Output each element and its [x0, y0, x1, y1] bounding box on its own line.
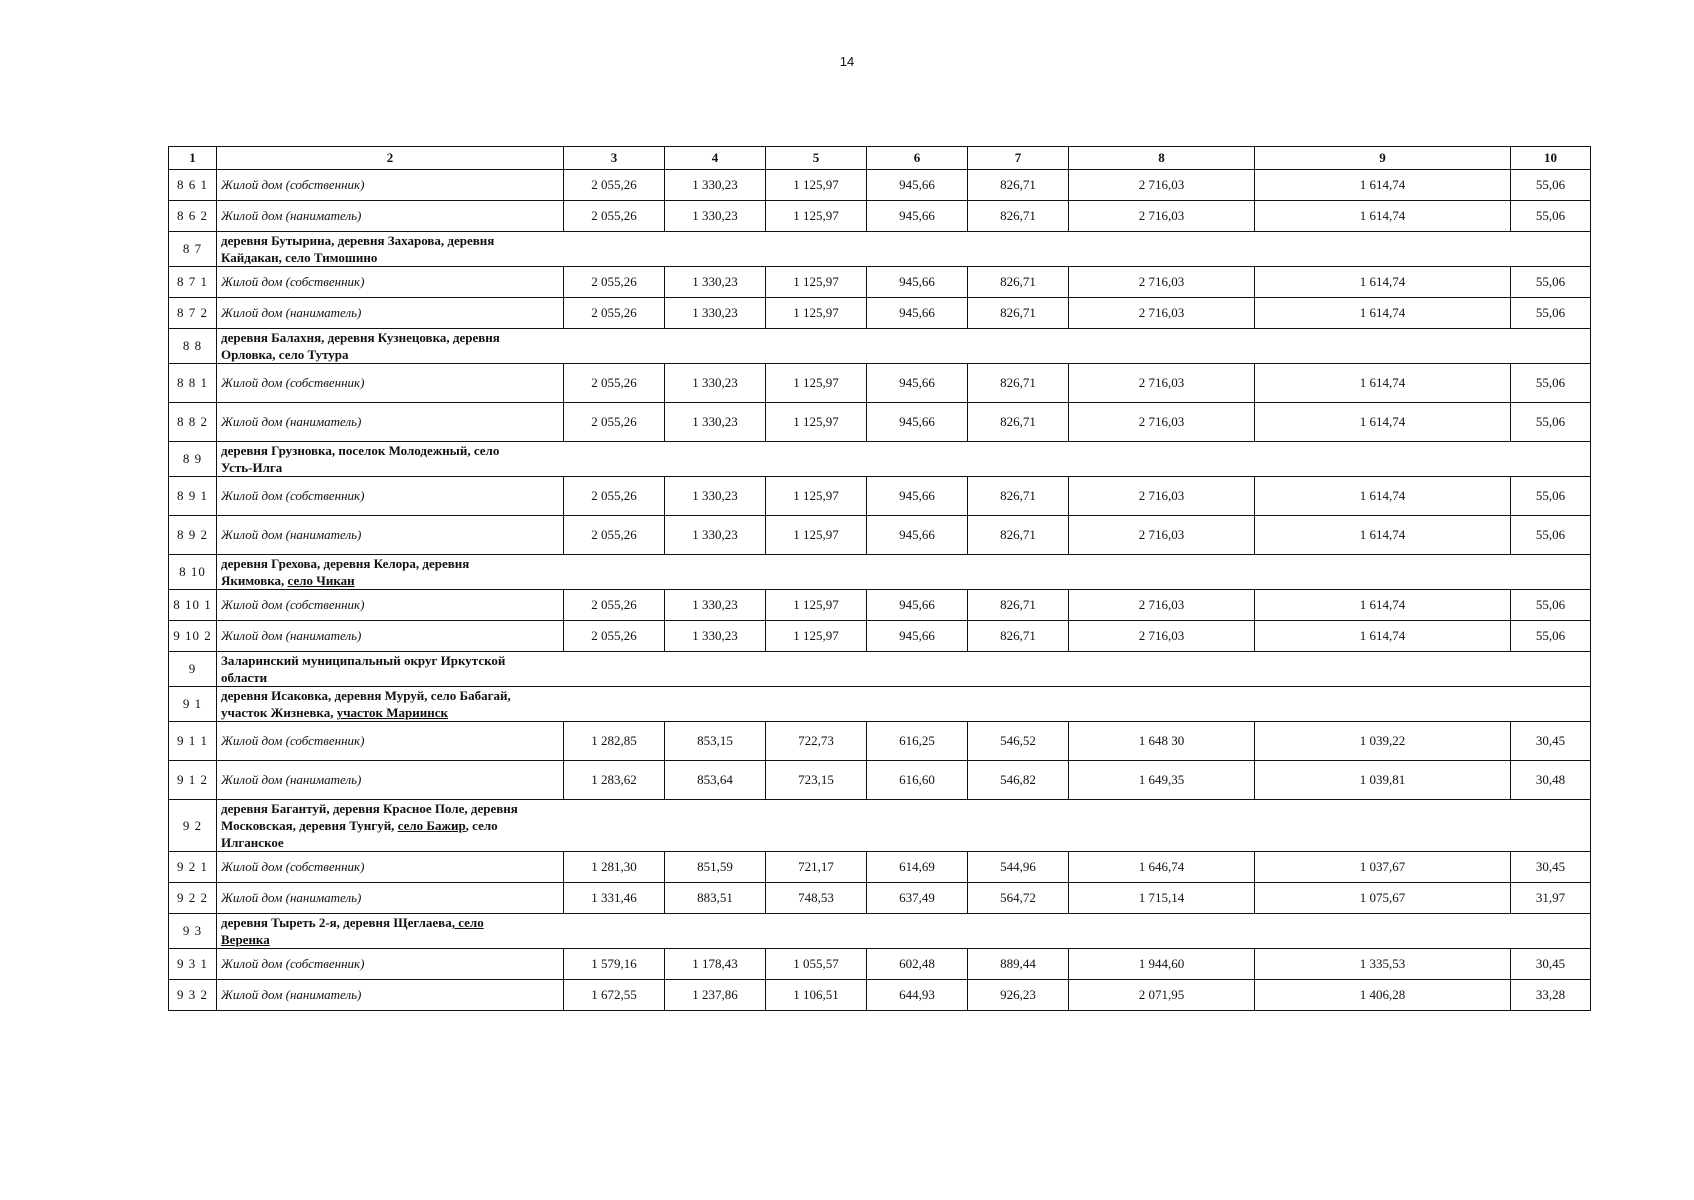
row-value: 2 716,03	[1069, 298, 1255, 329]
row-value: 2 716,03	[1069, 201, 1255, 232]
row-value: 30,45	[1511, 852, 1591, 883]
row-value: 926,23	[968, 980, 1069, 1011]
column-header: 8	[1069, 147, 1255, 170]
row-value: 1 614,74	[1255, 298, 1511, 329]
row-name: Жилой дом (собственник)	[217, 170, 564, 201]
section-title	[217, 652, 1591, 687]
row-value: 2 716,03	[1069, 364, 1255, 403]
row-code: 8 9	[169, 442, 217, 477]
section-text: деревня Тыреть 2-я, деревня Щеглаева	[221, 915, 452, 930]
row-code: 9 10 2	[169, 621, 217, 652]
row-value: 2 716,03	[1069, 170, 1255, 201]
row-value: 1 125,97	[766, 267, 867, 298]
row-value: 1 579,16	[564, 949, 665, 980]
row-value: 544,96	[968, 852, 1069, 883]
column-header: 7	[968, 147, 1069, 170]
row-value: 1 331,46	[564, 883, 665, 914]
row-value: 2 055,26	[564, 621, 665, 652]
section-title	[217, 329, 1591, 364]
row-name: Жилой дом (наниматель)	[217, 298, 564, 329]
section-text-underlined: участок Мариинск	[336, 705, 448, 720]
table-body	[169, 170, 1591, 1011]
section-text-wrap	[221, 555, 531, 589]
section-title	[217, 687, 1591, 722]
row-value: 1 281,30	[564, 852, 665, 883]
row-value: 1 125,97	[766, 590, 867, 621]
row-value: 2 716,03	[1069, 267, 1255, 298]
row-value: 1 944,60	[1069, 949, 1255, 980]
row-code: 8 7 2	[169, 298, 217, 329]
row-value: 2 716,03	[1069, 590, 1255, 621]
row-value: 826,71	[968, 298, 1069, 329]
row-value: 945,66	[867, 267, 968, 298]
row-value: 55,06	[1511, 267, 1591, 298]
row-value: 1 125,97	[766, 170, 867, 201]
row-value: 1 125,97	[766, 621, 867, 652]
row-value: 2 071,95	[1069, 980, 1255, 1011]
table-row	[169, 477, 1591, 516]
row-code: 9 3 2	[169, 980, 217, 1011]
section-text-wrap	[221, 442, 531, 476]
section-title	[217, 800, 1591, 852]
row-value: 546,82	[968, 761, 1069, 800]
row-value: 564,72	[968, 883, 1069, 914]
row-value: 945,66	[867, 516, 968, 555]
table-row	[169, 883, 1591, 914]
row-code: 8 10 1	[169, 590, 217, 621]
table-row	[169, 949, 1591, 980]
header-row	[169, 147, 1591, 170]
row-value: 1 330,23	[665, 621, 766, 652]
row-value: 1 646,74	[1069, 852, 1255, 883]
row-code: 8 7 1	[169, 267, 217, 298]
table-row	[169, 364, 1591, 403]
row-value: 2 055,26	[564, 298, 665, 329]
section-text-wrap	[221, 652, 531, 686]
row-value: 1 330,23	[665, 477, 766, 516]
row-value: 945,66	[867, 170, 968, 201]
row-name: Жилой дом (собственник)	[217, 949, 564, 980]
row-value: 1 614,74	[1255, 621, 1511, 652]
row-value: 1 106,51	[766, 980, 867, 1011]
row-value: 1 614,74	[1255, 267, 1511, 298]
row-value: 826,71	[968, 516, 1069, 555]
row-value: 616,25	[867, 722, 968, 761]
row-value: 1 614,74	[1255, 170, 1511, 201]
row-value: 614,69	[867, 852, 968, 883]
column-header: 5	[766, 147, 867, 170]
row-value: 826,71	[968, 267, 1069, 298]
row-code: 8 7	[169, 232, 217, 267]
row-code: 9	[169, 652, 217, 687]
row-value: 616,60	[867, 761, 968, 800]
row-value: 55,06	[1511, 298, 1591, 329]
row-value: 2 716,03	[1069, 403, 1255, 442]
table-row	[169, 722, 1591, 761]
table-row	[169, 852, 1591, 883]
column-header: 1	[169, 147, 217, 170]
row-value: 945,66	[867, 621, 968, 652]
row-value: 55,06	[1511, 364, 1591, 403]
row-value: 644,93	[867, 980, 968, 1011]
row-value: 945,66	[867, 477, 968, 516]
row-value: 602,48	[867, 949, 968, 980]
table-row	[169, 170, 1591, 201]
row-value: 1 330,23	[665, 170, 766, 201]
table-row	[169, 516, 1591, 555]
row-value: 1 039,22	[1255, 722, 1511, 761]
row-value: 722,73	[766, 722, 867, 761]
row-value: 1 075,67	[1255, 883, 1511, 914]
column-header: 3	[564, 147, 665, 170]
section-title	[217, 232, 1591, 267]
row-name: Жилой дом (наниматель)	[217, 516, 564, 555]
row-value: 1 614,74	[1255, 403, 1511, 442]
section-text-wrap	[221, 329, 531, 363]
section-title	[217, 555, 1591, 590]
row-code: 8 8 2	[169, 403, 217, 442]
row-value: 30,45	[1511, 949, 1591, 980]
section-row	[169, 914, 1591, 949]
section-row	[169, 652, 1591, 687]
row-value: 2 716,03	[1069, 621, 1255, 652]
row-code: 8 8	[169, 329, 217, 364]
row-value: 1 614,74	[1255, 516, 1511, 555]
section-text: Заларинский муниципальный округ Иркутской области	[221, 653, 506, 685]
table-row	[169, 761, 1591, 800]
row-value: 1 649,35	[1069, 761, 1255, 800]
row-value: 945,66	[867, 298, 968, 329]
section-text: деревня Грузновка, поселок Молодежный, село Усть-Илга	[221, 443, 500, 475]
row-value: 1 125,97	[766, 201, 867, 232]
row-value: 945,66	[867, 364, 968, 403]
column-header: 6	[867, 147, 968, 170]
row-value: 748,53	[766, 883, 867, 914]
row-value: 853,15	[665, 722, 766, 761]
row-value: 853,64	[665, 761, 766, 800]
section-text: деревня Балахня, деревня Кузнецовка, деревня Орловка, село Тутура	[221, 330, 500, 362]
section-text: деревня Бутырина, деревня Захарова, деревня Кайдакан, село Тимошино	[221, 233, 495, 265]
row-value: 1 614,74	[1255, 477, 1511, 516]
row-code: 9 1 1	[169, 722, 217, 761]
row-value: 1 335,53	[1255, 949, 1511, 980]
row-value: 1 672,55	[564, 980, 665, 1011]
row-value: 55,06	[1511, 621, 1591, 652]
row-value: 55,06	[1511, 590, 1591, 621]
table-row	[169, 298, 1591, 329]
row-code: 9 1 2	[169, 761, 217, 800]
row-value: 2 716,03	[1069, 516, 1255, 555]
row-value: 723,15	[766, 761, 867, 800]
row-code: 9 2 1	[169, 852, 217, 883]
section-text-tail: , село Илганское	[221, 818, 498, 850]
section-row	[169, 442, 1591, 477]
section-title	[217, 442, 1591, 477]
row-value: 55,06	[1511, 403, 1591, 442]
section-text-wrap	[221, 914, 531, 948]
row-value: 637,49	[867, 883, 968, 914]
row-value: 30,45	[1511, 722, 1591, 761]
row-value: 2 055,26	[564, 590, 665, 621]
row-code: 8 8 1	[169, 364, 217, 403]
row-value: 31,97	[1511, 883, 1591, 914]
row-value: 1 125,97	[766, 403, 867, 442]
row-value: 1 648 30	[1069, 722, 1255, 761]
row-value: 55,06	[1511, 170, 1591, 201]
row-value: 1 125,97	[766, 364, 867, 403]
row-name: Жилой дом (наниматель)	[217, 621, 564, 652]
row-value: 1 330,23	[665, 590, 766, 621]
column-header: 9	[1255, 147, 1511, 170]
row-value: 2 055,26	[564, 477, 665, 516]
table-row	[169, 590, 1591, 621]
row-value: 826,71	[968, 364, 1069, 403]
row-value: 826,71	[968, 170, 1069, 201]
row-code: 8 9 2	[169, 516, 217, 555]
row-value: 1 237,86	[665, 980, 766, 1011]
row-value: 1 330,23	[665, 364, 766, 403]
row-value: 1 330,23	[665, 403, 766, 442]
row-value: 55,06	[1511, 201, 1591, 232]
row-value: 33,28	[1511, 980, 1591, 1011]
row-code: 8 10	[169, 555, 217, 590]
table-row	[169, 980, 1591, 1011]
section-text-underlined: село Чикан	[287, 573, 355, 588]
row-value: 2 055,26	[564, 403, 665, 442]
row-value: 2 055,26	[564, 516, 665, 555]
section-row	[169, 687, 1591, 722]
tariff-table	[168, 146, 1591, 1011]
row-value: 945,66	[867, 403, 968, 442]
row-value: 945,66	[867, 201, 968, 232]
row-value: 826,71	[968, 590, 1069, 621]
row-name: Жилой дом (наниматель)	[217, 403, 564, 442]
column-header: 10	[1511, 147, 1591, 170]
section-row	[169, 800, 1591, 852]
row-value: 1 125,97	[766, 477, 867, 516]
row-value: 1 330,23	[665, 516, 766, 555]
row-value: 1 055,57	[766, 949, 867, 980]
row-value: 721,17	[766, 852, 867, 883]
row-name: Жилой дом (собственник)	[217, 477, 564, 516]
table-row	[169, 403, 1591, 442]
row-value: 1 614,74	[1255, 590, 1511, 621]
row-value: 1 039,81	[1255, 761, 1511, 800]
row-value: 883,51	[665, 883, 766, 914]
row-value: 889,44	[968, 949, 1069, 980]
section-row	[169, 329, 1591, 364]
row-value: 1 330,23	[665, 298, 766, 329]
row-name: Жилой дом (наниматель)	[217, 883, 564, 914]
row-code: 9 1	[169, 687, 217, 722]
section-text-underlined: , село Веренка	[221, 915, 484, 947]
section-text: деревня Багантуй, деревня Красное Поле, деревня Московская, деревня Тунгуй,	[221, 801, 518, 833]
row-value: 1 282,85	[564, 722, 665, 761]
page-number: 14	[839, 54, 855, 69]
row-value: 826,71	[968, 201, 1069, 232]
row-value: 1 330,23	[665, 201, 766, 232]
row-code: 8 6 1	[169, 170, 217, 201]
row-name: Жилой дом (наниматель)	[217, 201, 564, 232]
row-value: 546,52	[968, 722, 1069, 761]
section-text-wrap	[221, 800, 531, 851]
row-value: 2 055,26	[564, 170, 665, 201]
section-row	[169, 555, 1591, 590]
column-header: 2	[217, 147, 564, 170]
row-value: 945,66	[867, 590, 968, 621]
row-name: Жилой дом (наниматель)	[217, 980, 564, 1011]
table-row	[169, 621, 1591, 652]
row-value: 1 125,97	[766, 298, 867, 329]
row-value: 55,06	[1511, 516, 1591, 555]
section-title	[217, 914, 1591, 949]
section-text: деревня Исаковка, деревня Муруй, село Бабагай, участок Жизневка,	[221, 688, 511, 720]
row-name: Жилой дом (собственник)	[217, 267, 564, 298]
row-code: 9 2 2	[169, 883, 217, 914]
row-value: 30,48	[1511, 761, 1591, 800]
row-value: 1 614,74	[1255, 201, 1511, 232]
row-value: 2 055,26	[564, 267, 665, 298]
row-value: 851,59	[665, 852, 766, 883]
row-code: 9 2	[169, 800, 217, 852]
row-name: Жилой дом (собственник)	[217, 722, 564, 761]
row-code: 9 3	[169, 914, 217, 949]
row-value: 826,71	[968, 403, 1069, 442]
column-header: 4	[665, 147, 766, 170]
row-value: 1 037,67	[1255, 852, 1511, 883]
row-value: 826,71	[968, 477, 1069, 516]
table-row	[169, 201, 1591, 232]
row-value: 2 055,26	[564, 364, 665, 403]
row-code: 8 6 2	[169, 201, 217, 232]
row-value: 1 283,62	[564, 761, 665, 800]
row-value: 2 716,03	[1069, 477, 1255, 516]
section-text-wrap	[221, 687, 531, 721]
table-row	[169, 267, 1591, 298]
row-code: 8 9 1	[169, 477, 217, 516]
row-value: 2 055,26	[564, 201, 665, 232]
row-name: Жилой дом (собственник)	[217, 590, 564, 621]
row-value: 1 125,97	[766, 516, 867, 555]
row-value: 55,06	[1511, 477, 1591, 516]
row-value: 1 178,43	[665, 949, 766, 980]
section-text: деревня Грехова, деревня Келора, деревня Якимовка,	[221, 556, 470, 588]
row-value: 826,71	[968, 621, 1069, 652]
section-row	[169, 232, 1591, 267]
row-value: 1 406,28	[1255, 980, 1511, 1011]
section-text-underlined: село Бажир	[397, 818, 466, 833]
row-name: Жилой дом (собственник)	[217, 364, 564, 403]
row-name: Жилой дом (собственник)	[217, 852, 564, 883]
row-value: 1 715,14	[1069, 883, 1255, 914]
row-name: Жилой дом (наниматель)	[217, 761, 564, 800]
row-value: 1 330,23	[665, 267, 766, 298]
section-text-wrap	[221, 232, 531, 266]
row-code: 9 3 1	[169, 949, 217, 980]
row-value: 1 614,74	[1255, 364, 1511, 403]
